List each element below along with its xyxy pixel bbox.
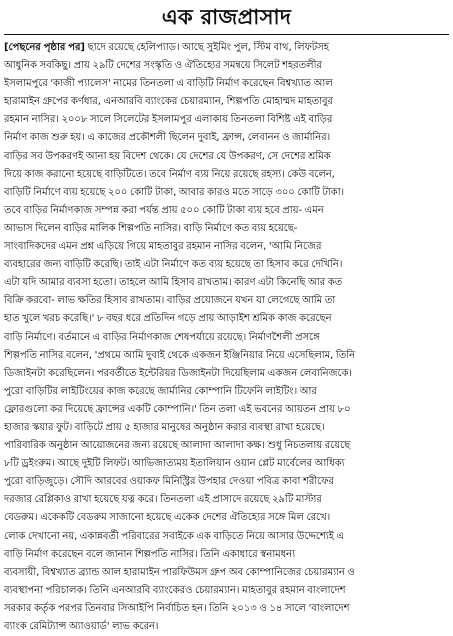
article-line: পুরো বাড়িটির লাইটিংয়ের কাজ করেছে জার্মানির কোম্পানি টিফেনি লাইটিং। আর — [4, 385, 317, 397]
article-line: এটা যদি আমার ব্যবসা হতো। তাহলে আমি হিসাব রাখতাম। কারণ এটা কিনেছি আর কত — [4, 277, 343, 289]
article-line: ৮টি ড্রইংরুম। আছে দুইটি লিফট। আভিজাত্যময় ইতালিয়ান ওয়ান প্লেট মার্বেলের আধিক্য — [4, 458, 345, 470]
article-line: পারিবারিক অনুষ্ঠান আয়োজনের জন্য রয়েছে আলাদা আলাদা কক্ষ। শুধু নিচতলায় রয়েছে — [4, 440, 351, 452]
article-line: শিল্পপতি নাসির বলেন, 'প্রথমে আমি দুবাই থেকে একজন ইঞ্জিনিয়ার নিয়ে এসেছিলাম, তিনি — [4, 349, 355, 361]
article-line: আধুনিক সবকিছু। প্রায় ২৯টি দেশের সংস্কৃতি ও ঐতিহ্যের সমন্বয়ে সিলেট শহরতলীর — [4, 60, 322, 72]
article-line: ফ্লোরগুলো কর দিয়েছে ফ্রান্সের একটি কোম্পানি।' তিন তলা এই ভবনের আয়তন প্রায় ৮০ — [4, 403, 351, 415]
article-line: ব্যবসায়ী, বিশ্বখ্যাত ব্র্যান্ড আল হারামাইন পারফিউমস গ্রুপ অব কোম্পানিজের চেয়ারম্যান ও — [4, 566, 355, 578]
article-line: ব্যবহারের জন্য বাড়িটি করেছি। তাই এটা নির্মাণে কত ব্যয় হয়েছে তা হিসাব করে দেখিনি। — [4, 259, 343, 271]
continuation-marker: [পেছনের পৃষ্ঠার পর] — [4, 42, 85, 53]
article-line: আভাস দিলেন বাড়ির মালিক শিল্পপতি নাসির। বাড়ি নির্মাণে কত ব্যয় হয়েছে- — [4, 222, 298, 234]
headline-rule — [4, 34, 449, 35]
headline: এক রাজপ্রাসাদ — [161, 5, 292, 29]
article-line: সাংবাদিকদের এমন প্রশ্ন এড়িয়ে গিয়ে মাহতাবুর রহমান নাসির বলেন, 'আমি নিজের — [4, 241, 322, 253]
article-line: হাজার স্কয়ার ফুট। বাড়িটে প্রায় ৫ হাজার মানুষের অনুষ্ঠান করার ব্যবস্থা রাখা হয়েছে। — [4, 421, 325, 433]
article-line: বাড়ির সব উপকরণই আনা হয় বিদেশ থেকে। যে দেশের যে উপকরণ, সে দেশের শ্রমিক — [4, 150, 331, 162]
article-line: বাড়িটি নির্মাণে ব্যয় হয়েছে ২০০ কোটি টাকা, আবার কারও মতে সাড়ে ৩০০ কোটি টাকা। — [4, 186, 345, 198]
article-line: ব্যবস্থাপনা পরিচালক। তিনি এনআরবি ব্যাংকেরও চেয়ারম্যান। মাহতাবুর রহমান বাংলাদেশ — [4, 584, 346, 596]
article-line: হাত খুলে খরচ করেছি।' ৮ বছর ধরে প্রতিদিন গড়ে প্রায় আড়াইশ শ্রমিক কাজ করেছেন — [4, 313, 332, 325]
article-line: ডিজাইনটা করেছিলেন। পরবর্তীতে ইন্টেরিয়র ডিজাইনটা দিয়েছিলাম একজন লেবানিজকে। — [4, 367, 352, 379]
article-line: দিয়ে কাজ করানো হয়েছে বাড়িটিতে। তবে নির্মাণ ব্যয় নিয়ে রয়েছে রহস্য। কেউ বলেন, — [4, 168, 335, 180]
article-line: সরকার কর্তৃক পরপর তিনবার সিআইপি নির্বাচিত হন। তিনি ২০১৩ ও ১৪ সালে 'বাংলাদেশ — [4, 602, 350, 614]
article-line: নির্মাণ কাজ শুরু হয়। এ কাজের প্রকৌশলী ছিলেন দুবাই, ফ্রান্স, লেবানন ও জার্মানির। — [4, 132, 331, 144]
article-line: বাড়ি নির্মাণে। বর্তমানে এ বাড়ির নির্মাণকাজ শেষপর্যায়ে রয়েছে। নির্মাণশৈলী প্রসঙ্গে — [4, 331, 320, 343]
article-line: পুরো বাড়িজুড়ে। সৌদি আরবের ওয়াকফ মিনিস্ট্রির উপহার দেওয়া পবিত্র কাবা শরীফের — [4, 476, 334, 488]
article-body — [4, 39, 449, 636]
article-line-text: ছাদে রয়েছে হেলিপ্যাড। আছে সুইমিং পুল, স্টিম বাথ, লিফটসহ — [84, 42, 329, 53]
article-line: দরজার রেপ্লিকাও রাখা হয়েছে যত্ন করে। তিনতলা এই প্রাসাদে রয়েছে ২৯টি মাস্টার — [4, 494, 322, 506]
article-line: তবে বাড়ির নির্মাণকাজ সম্পন্ন করা পর্যন্ত প্রায় ৫০০ কোটি টাকা ব্যয় হবে প্রায়- এমন — [4, 204, 324, 216]
article-line: বিক্রি করবো- লাভ ক্ষতির হিসাব রাখতাম। বাড়ির প্রয়োজনে যখন যা লেগেছে আমি তা — [4, 295, 336, 307]
article-line: বাড়ি নির্মাণ করেছেন বলে জানান শিল্পপতি নাসির। তিনি একাধারে স্বনামধন্য — [4, 548, 296, 560]
article-line: রহমান নাসির। ২০০৮ সালে সিলেটের ইসলামপুর এলাকায় তিনতলা বিশিষ্ট এই বাড়ির — [4, 114, 333, 126]
article-line — [4, 39, 449, 57]
article-line: হারামাইন গ্রুপের কর্ণধার, এনআরবি ব্যাংকের চেয়ারম্যান, শিল্পপতি মোহাম্মদ মাহতাবুর — [4, 96, 333, 108]
article-line: বেডরুম। একেকটি বেডরুম সাজানো হয়েছে একেক দেশের ঐতিহ্যের সঙ্গে মিল রেখে। — [4, 512, 331, 524]
article-line: লোক দেখানো নয়, একান্নবর্তী পরিবারের সবাইকে এক বাড়িতে নিয়ে আসার উদ্দেশ্যেই এ — [4, 530, 345, 542]
article-line: ইসলামপুরে 'কাজী প্যালেস' নামের তিনতলা এ বাড়িটি নির্মাণ করেছেন বিশ্বখ্যাত আল — [4, 78, 333, 90]
newspaper-clipping — [4, 0, 449, 632]
article-line: ব্যাংক রেমিট্যান্স অ্যাওয়ার্ড' লাভ করেন। — [4, 621, 159, 632]
